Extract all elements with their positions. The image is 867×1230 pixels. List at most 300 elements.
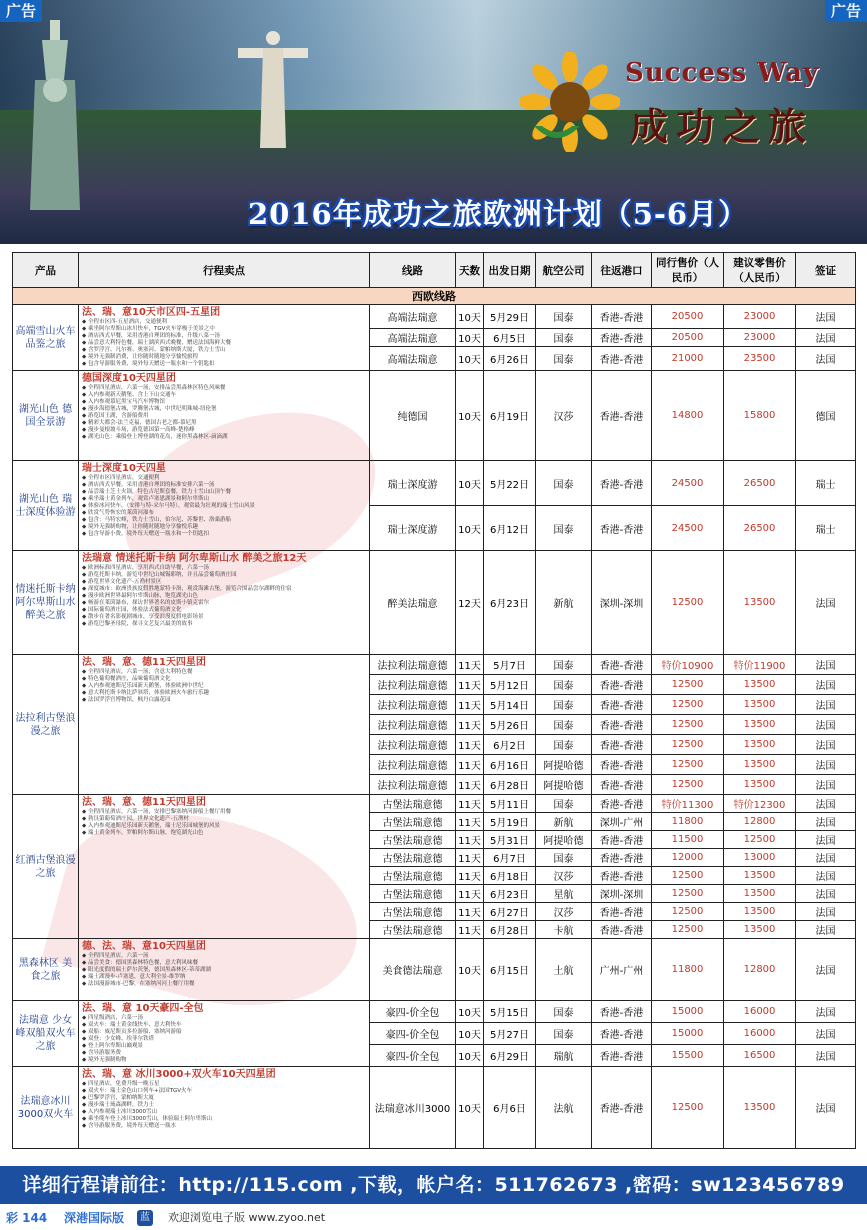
- column-header: 产品: [13, 253, 79, 288]
- highlight-text: 全程四星酒店，六菜一汤，安排巴黎塞纳河游船上餐厅用餐: [87, 809, 231, 815]
- port: 香港-香港: [592, 849, 652, 867]
- departure-date: 6月6日: [484, 1067, 536, 1149]
- table-row: [13, 1001, 856, 1023]
- days: 11天: [456, 735, 484, 755]
- highlight-line: [82, 1095, 366, 1102]
- visa: 法国: [796, 885, 856, 903]
- route: 古堡法瑞意德: [370, 813, 456, 831]
- departure-date: 5月27日: [484, 1023, 536, 1045]
- highlight-text: 阳光度假的瑞士萨尔茨堡，德国黑森林区-蒂蒂湖湖: [87, 967, 211, 973]
- highlight-text: 全程市区四星酒店，交通便利: [87, 475, 160, 481]
- highlight-text: 游览巴黎圣母院，探寻文艺复兴最美的故事: [87, 621, 193, 627]
- departure-date: 5月7日: [484, 655, 536, 675]
- ad-label-left: 广告: [0, 0, 42, 22]
- visa: 法国: [796, 1001, 856, 1023]
- highlight-text: 游览托斯卡纳，游览中世纪山城锡耶纳，并且品尝葡萄酒庄园: [87, 572, 237, 578]
- trade-price: 15500: [652, 1045, 724, 1067]
- port: 香港-香港: [592, 921, 652, 939]
- port: 香港-香港: [592, 461, 652, 506]
- route: 高端法瑞意: [370, 329, 456, 347]
- column-header: 出发日期: [484, 253, 536, 288]
- table-row: [13, 461, 856, 506]
- highlight-line: [82, 489, 366, 496]
- itinerary-highlights: [79, 655, 370, 795]
- highlight-text: 包含导游小费，境外每天赠送一瓶水和一个钥匙扣: [87, 531, 209, 537]
- highlight-text: 双火车：瑞士金色山口列车+法国TGV火车: [87, 1088, 192, 1094]
- visa: 法国: [796, 715, 856, 735]
- departure-date: 6月28日: [484, 775, 536, 795]
- days: 11天: [456, 903, 484, 921]
- statue-of-liberty-icon: [20, 20, 90, 210]
- highlight-line: [82, 823, 366, 830]
- visa: 法国: [796, 903, 856, 921]
- bullet-icon: ◆: [82, 385, 88, 391]
- highlight-text: 酒店西式早餐，采用香港自理团的标准安排六菜一汤: [87, 482, 215, 488]
- port: 香港-香港: [592, 329, 652, 347]
- highlight-text: 含罗浮宫、凡尔赛、奥塞河、蒙帕纳斯大厦，铁力士雪山: [87, 347, 226, 353]
- sw-logo-icon: [532, 124, 582, 144]
- airline: 土航: [536, 939, 592, 1001]
- bullet-icon: ◆: [82, 1081, 88, 1087]
- visa: 法国: [796, 831, 856, 849]
- trade-price: 15000: [652, 1023, 724, 1045]
- departure-date: 5月15日: [484, 1001, 536, 1023]
- retail-price: 12800: [724, 813, 796, 831]
- days: 11天: [456, 885, 484, 903]
- bullet-icon: ◆: [82, 614, 88, 620]
- highlight-line: [82, 830, 366, 837]
- highlight-line: [82, 614, 366, 621]
- highlight-line: [82, 1043, 366, 1050]
- itinerary-table: [12, 252, 856, 1149]
- visa: 德国: [796, 371, 856, 461]
- highlight-line: [82, 319, 366, 326]
- bullet-icon: ◆: [82, 399, 88, 405]
- retail-price: 26500: [724, 506, 796, 551]
- column-header: 天数: [456, 253, 484, 288]
- highlight-line: [82, 385, 366, 392]
- bullet-icon: ◆: [82, 809, 88, 815]
- departure-date: 5月29日: [484, 305, 536, 329]
- column-header: 建议零售价（人民币）: [724, 253, 796, 288]
- retail-price: 23500: [724, 347, 796, 371]
- bullet-icon: ◆: [82, 361, 88, 367]
- bullet-icon: ◆: [82, 621, 88, 627]
- bullet-icon: ◆: [82, 347, 88, 353]
- airline: 国泰: [536, 715, 592, 735]
- route: 法拉利法瑞意德: [370, 695, 456, 715]
- bullet-icon: ◆: [82, 953, 88, 959]
- airline: 国泰: [536, 795, 592, 813]
- brand-chinese: 成功之旅: [630, 104, 815, 149]
- visa: 法国: [796, 813, 856, 831]
- bullet-icon: ◆: [82, 1109, 88, 1115]
- bullet-icon: ◆: [82, 503, 88, 509]
- airline: 汉莎: [536, 867, 592, 885]
- trade-price: 12500: [652, 551, 724, 655]
- days: 10天: [456, 1001, 484, 1023]
- retail-price: 13000: [724, 849, 796, 867]
- port: 香港-香港: [592, 347, 652, 371]
- days: 11天: [456, 867, 484, 885]
- route: 法拉利法瑞意德: [370, 655, 456, 675]
- region-row: 西欧线路: [13, 288, 856, 305]
- highlight-line: [82, 621, 366, 628]
- highlight-line: [82, 586, 366, 593]
- trade-price: 12000: [652, 849, 724, 867]
- bullet-icon: ◆: [82, 967, 88, 973]
- days: 11天: [456, 715, 484, 735]
- bullet-icon: ◆: [82, 1102, 88, 1108]
- highlight-line: [82, 669, 366, 676]
- route: 醉美法瑞意: [370, 551, 456, 655]
- days: 10天: [456, 506, 484, 551]
- airline: 阿提哈德: [536, 755, 592, 775]
- days: 11天: [456, 655, 484, 675]
- highlight-title: 法、瑞、意 冰川3000+双火车10天四星团: [82, 1069, 276, 1080]
- airline: 国泰: [536, 695, 592, 715]
- bullet-icon: ◆: [82, 607, 88, 613]
- highlight-line: [82, 1081, 366, 1088]
- highlight-text: 瑞士黄金列车，罗帕阿尔斯山脉，饱览湖光山色: [87, 830, 204, 836]
- port: 深圳-深圳: [592, 551, 652, 655]
- itinerary-highlights: [79, 551, 370, 655]
- port: 深圳-深圳: [592, 885, 652, 903]
- highlight-text: 勃艮第葡萄酒庄园，世界文化遗产-五渔村: [87, 816, 189, 822]
- bullet-icon: ◆: [82, 823, 88, 829]
- highlight-text: 湖光山色：乘船登上博登湖的花岛，迷你黑森林区-滴滴湖: [87, 434, 228, 440]
- product-name: 法瑞意冰川 3000双火车: [13, 1067, 79, 1149]
- bullet-icon: ◆: [82, 1036, 88, 1042]
- highlight-text: 全程市区四-五星酒店，交通便利: [87, 319, 167, 325]
- highlight-text: 入内参观迪斯尼乐园新天鹅堡，体验欧洲中世纪: [87, 683, 204, 689]
- airline: 瑞航: [536, 1045, 592, 1067]
- highlight-line: [82, 974, 366, 981]
- days: 10天: [456, 329, 484, 347]
- bullet-icon: ◆: [82, 676, 88, 682]
- highlight-line: [82, 420, 366, 427]
- port: 香港-香港: [592, 735, 652, 755]
- highlight-text: 四星级酒店，六菜一汤: [87, 1015, 143, 1021]
- highlight-line: [82, 579, 366, 586]
- highlight-text: 漫步瑞士琉森湖畔，铁力士: [87, 1102, 154, 1108]
- table-row: [13, 305, 856, 329]
- highlight-line: [82, 1109, 366, 1116]
- column-header: 签证: [796, 253, 856, 288]
- retail-price: 13500: [724, 885, 796, 903]
- bullet-icon: ◆: [82, 981, 88, 987]
- port: 香港-香港: [592, 755, 652, 775]
- airline: 星航: [536, 885, 592, 903]
- departure-date: 6月26日: [484, 347, 536, 371]
- days: 10天: [456, 1067, 484, 1149]
- port: 香港-香港: [592, 831, 652, 849]
- highlight-line: [82, 565, 366, 572]
- trade-price: 11800: [652, 813, 724, 831]
- trade-price: 12500: [652, 775, 724, 795]
- highlight-line: [82, 496, 366, 503]
- highlight-line: [82, 683, 366, 690]
- trade-price: 24500: [652, 506, 724, 551]
- airline: 国泰: [536, 675, 592, 695]
- bullet-icon: ◆: [82, 600, 88, 606]
- bullet-icon: ◆: [82, 413, 88, 419]
- highlight-text: 漫步曼根坡斗场，游览德国第一高峰-楚格峰: [87, 427, 195, 433]
- visa: 法国: [796, 551, 856, 655]
- departure-date: 5月14日: [484, 695, 536, 715]
- column-header: 航空公司: [536, 253, 592, 288]
- retail-price: 13500: [724, 921, 796, 939]
- departure-date: 6月28日: [484, 921, 536, 939]
- highlight-line: [82, 1057, 366, 1064]
- table-row: [13, 1067, 856, 1149]
- bullet-icon: ◆: [82, 586, 88, 592]
- highlight-line: [82, 524, 366, 531]
- visa: 法国: [796, 735, 856, 755]
- highlight-line: [82, 816, 366, 823]
- days: 11天: [456, 675, 484, 695]
- retail-price: 23000: [724, 305, 796, 329]
- bullet-icon: ◆: [82, 531, 88, 537]
- highlight-line: [82, 361, 366, 368]
- bullet-icon: ◆: [82, 1029, 88, 1035]
- departure-date: 6月7日: [484, 849, 536, 867]
- highlight-text: 入内参观迪斯尼乐园新天鹅堡，瑞士尼乐园城堡的风景: [87, 823, 220, 829]
- highlight-text: 游览世界文化遗产-五渔村景区: [87, 579, 162, 585]
- retail-price: 13500: [724, 755, 796, 775]
- visa: 法国: [796, 795, 856, 813]
- product-name: 红酒古堡浪漫之旅: [13, 795, 79, 939]
- itinerary-highlights: [79, 1001, 370, 1067]
- trade-price: 12500: [652, 695, 724, 715]
- highlight-line: [82, 953, 366, 960]
- airline: 阿提哈德: [536, 831, 592, 849]
- highlight-text: 境外无强制购物，让你随时随地分享愉悦乐趣: [87, 524, 198, 530]
- retail-price: 16000: [724, 1023, 796, 1045]
- highlight-line: [82, 593, 366, 600]
- download-cta[interactable]: 详细行程请前往：http://115.com ,下载，帐户名：511762673 ,密码：sw123456789: [0, 1166, 867, 1204]
- visa: 法国: [796, 655, 856, 675]
- highlight-title: 法瑞意 情迷托斯卡纳 阿尔卑斯山水 醉美之旅12天: [82, 553, 307, 564]
- highlight-text: 乘坐缆车登上冰川3000雪山，体验瑞士阿尔卑斯山: [87, 1116, 212, 1122]
- product-name: 情迷托斯卡纳阿尔卑斯山水 醉美之旅: [13, 551, 79, 655]
- bullet-icon: ◆: [82, 669, 88, 675]
- route: 古堡法瑞意德: [370, 795, 456, 813]
- port: 香港-香港: [592, 1001, 652, 1023]
- departure-date: 6月15日: [484, 939, 536, 1001]
- highlight-text: 国际葡萄酒庄园，体验法式葡萄酒文化: [87, 607, 182, 613]
- trade-price: 20500: [652, 329, 724, 347]
- departure-date: 6月27日: [484, 903, 536, 921]
- itinerary-highlights: [79, 939, 370, 1001]
- visa: 法国: [796, 867, 856, 885]
- port: 香港-香港: [592, 1023, 652, 1045]
- column-header: 往返港口: [592, 253, 652, 288]
- port: 香港-香港: [592, 715, 652, 735]
- airline: 国泰: [536, 1001, 592, 1023]
- bullet-icon: ◆: [82, 816, 88, 822]
- retail-price: 13500: [724, 903, 796, 921]
- highlight-text: 法国漫游城市-巴黎，在塞纳河河上餐厅用餐: [87, 981, 195, 987]
- highlight-text: 入内参观瑞士冰川3000雪山: [87, 1109, 157, 1115]
- port: 深圳-广州: [592, 813, 652, 831]
- table-header-row: [13, 253, 856, 288]
- highlight-line: [82, 510, 366, 517]
- highlight-line: [82, 690, 366, 697]
- highlight-line: [82, 607, 366, 614]
- days: 11天: [456, 775, 484, 795]
- highlight-text: 包含：马特宏峰，铁力士雪山，伯尔尼、苏黎世、洛桑游船: [87, 517, 231, 523]
- highlight-text: 漫步欧洲世界最阿尔卑斯山脉，饱览湖光山色: [87, 593, 198, 599]
- highlight-text: 乘坐阿尔卑斯山冰川快车，TGV火车穿梭于美景之中: [87, 326, 215, 332]
- page-number: 彩 144: [6, 1211, 48, 1225]
- visa: 法国: [796, 921, 856, 939]
- airline: 国泰: [536, 506, 592, 551]
- trade-price: 12500: [652, 735, 724, 755]
- highlight-line: [82, 676, 366, 683]
- product-name: 法瑞意 少女峰双船双火车之旅: [13, 1001, 79, 1067]
- days: 10天: [456, 305, 484, 329]
- route: 法拉利法瑞意德: [370, 775, 456, 795]
- column-header: 行程卖点: [79, 253, 370, 288]
- airline: 阿提哈德: [536, 775, 592, 795]
- trade-price: 12500: [652, 755, 724, 775]
- visa: 法国: [796, 1045, 856, 1067]
- highlight-text: 畅游在莱茵瀑布，探访世界著名的皮斯小镇克雷尔: [87, 600, 209, 606]
- retail-price: 23000: [724, 329, 796, 347]
- route: 法拉利法瑞意德: [370, 715, 456, 735]
- airline: 法航: [536, 1067, 592, 1149]
- trade-price: 11800: [652, 939, 724, 1001]
- highlight-line: [82, 413, 366, 420]
- website-link[interactable]: 欢迎浏览电子版 www.zyoo.net: [168, 1211, 326, 1224]
- edition-icon: 蓝: [137, 1210, 153, 1226]
- highlight-text: 意大利托斯卡纳比萨斜塔，体验欧洲火车旅行乐趣: [87, 690, 209, 696]
- trade-price: 12500: [652, 715, 724, 735]
- highlight-line: [82, 1022, 366, 1029]
- route: 高端法瑞意: [370, 347, 456, 371]
- highlight-line: [82, 809, 366, 816]
- highlight-text: 体验冰河快车，（安排与特-采尔马特），观赏最为壮观的瑞士雪山风景: [87, 503, 255, 509]
- column-header: 同行售价（人民币）: [652, 253, 724, 288]
- route: 古堡法瑞意德: [370, 921, 456, 939]
- airline: 国泰: [536, 461, 592, 506]
- port: 香港-香港: [592, 371, 652, 461]
- highlight-line: [82, 960, 366, 967]
- highlight-line: [82, 1116, 366, 1123]
- highlight-text: 登上阿尔卑斯山巅观景: [87, 1043, 143, 1049]
- table-row: [13, 371, 856, 461]
- retail-price: 13500: [724, 551, 796, 655]
- visa: 法国: [796, 675, 856, 695]
- highlight-line: [82, 1102, 366, 1109]
- trade-price: 特价11300: [652, 795, 724, 813]
- route: 古堡法瑞意德: [370, 867, 456, 885]
- trade-price: 11500: [652, 831, 724, 849]
- trade-price: 21000: [652, 347, 724, 371]
- highlight-text: 深度城市：欧洲贵族度假胜地蒙特卡洛，观赏海滩古堡，游览合围品尝尔湖畔的住宿: [87, 586, 292, 592]
- bullet-icon: ◆: [82, 517, 88, 523]
- days: 11天: [456, 695, 484, 715]
- days: 10天: [456, 1023, 484, 1045]
- departure-date: 6月5日: [484, 329, 536, 347]
- airline: 国泰: [536, 849, 592, 867]
- route: 法拉利法瑞意德: [370, 755, 456, 775]
- highlight-text: 漫步海德堡古城，罗腾堡古城，中世纪明珠城-纽伦堡: [87, 406, 217, 412]
- bullet-icon: ◆: [82, 565, 88, 571]
- bullet-icon: ◆: [82, 510, 88, 516]
- highlight-text: 精彩大都会-法兰克福，德国古老之都-慕尼黑: [87, 420, 197, 426]
- highlight-line: [82, 967, 366, 974]
- port: 香港-香港: [592, 655, 652, 675]
- port: 香港-香港: [592, 695, 652, 715]
- departure-date: 6月23日: [484, 885, 536, 903]
- departure-date: 6月18日: [484, 867, 536, 885]
- bullet-icon: ◆: [82, 333, 88, 339]
- highlight-line: [82, 354, 366, 361]
- airline: 国泰: [536, 329, 592, 347]
- visa: 法国: [796, 1023, 856, 1045]
- bullet-icon: ◆: [82, 475, 88, 481]
- highlight-line: [82, 326, 366, 333]
- days: 10天: [456, 939, 484, 1001]
- departure-date: 5月31日: [484, 831, 536, 849]
- highlight-line: [82, 392, 366, 399]
- itinerary-highlights: [79, 461, 370, 551]
- highlight-line: [82, 1050, 366, 1057]
- highlight-text: 境外无强制消费，让你随时随地分享愉悦旅程: [87, 354, 198, 360]
- highlight-line: [82, 981, 366, 988]
- trade-price: 24500: [652, 461, 724, 506]
- highlight-title: 德、法、瑞、意10天四星团: [82, 941, 206, 952]
- highlight-line: [82, 333, 366, 340]
- edition-label: 深港国际版: [64, 1211, 125, 1225]
- retail-price: 15800: [724, 371, 796, 461]
- retail-price: 16500: [724, 1045, 796, 1067]
- days: 11天: [456, 813, 484, 831]
- highlight-line: [82, 347, 366, 354]
- bullet-icon: ◆: [82, 1022, 88, 1028]
- highlight-line: [82, 340, 366, 347]
- highlight-line: [82, 697, 366, 704]
- bullet-icon: ◆: [82, 683, 88, 689]
- trade-price: 12500: [652, 867, 724, 885]
- route: 法拉利法瑞意德: [370, 735, 456, 755]
- port: 香港-香港: [592, 1067, 652, 1149]
- bullet-icon: ◆: [82, 1057, 88, 1063]
- airline: 汉莎: [536, 903, 592, 921]
- route: 古堡法瑞意德: [370, 903, 456, 921]
- airline: 新航: [536, 813, 592, 831]
- trade-price: 特价10900: [652, 655, 724, 675]
- route: 纯德国: [370, 371, 456, 461]
- highlight-title: 法、瑞、意、德11天四星团: [82, 797, 206, 808]
- table-row: [13, 795, 856, 813]
- bullet-icon: ◆: [82, 524, 88, 530]
- days: 12天: [456, 551, 484, 655]
- port: 香港-香港: [592, 795, 652, 813]
- retail-price: 13500: [724, 735, 796, 755]
- port: 香港-香港: [592, 675, 652, 695]
- trade-price: 12500: [652, 1067, 724, 1149]
- departure-date: 5月26日: [484, 715, 536, 735]
- port: 广州-广州: [592, 939, 652, 1001]
- port: 香港-香港: [592, 1045, 652, 1067]
- departure-date: 6月16日: [484, 755, 536, 775]
- retail-price: 26500: [724, 461, 796, 506]
- table-row: [13, 655, 856, 675]
- airline: 卡航: [536, 921, 592, 939]
